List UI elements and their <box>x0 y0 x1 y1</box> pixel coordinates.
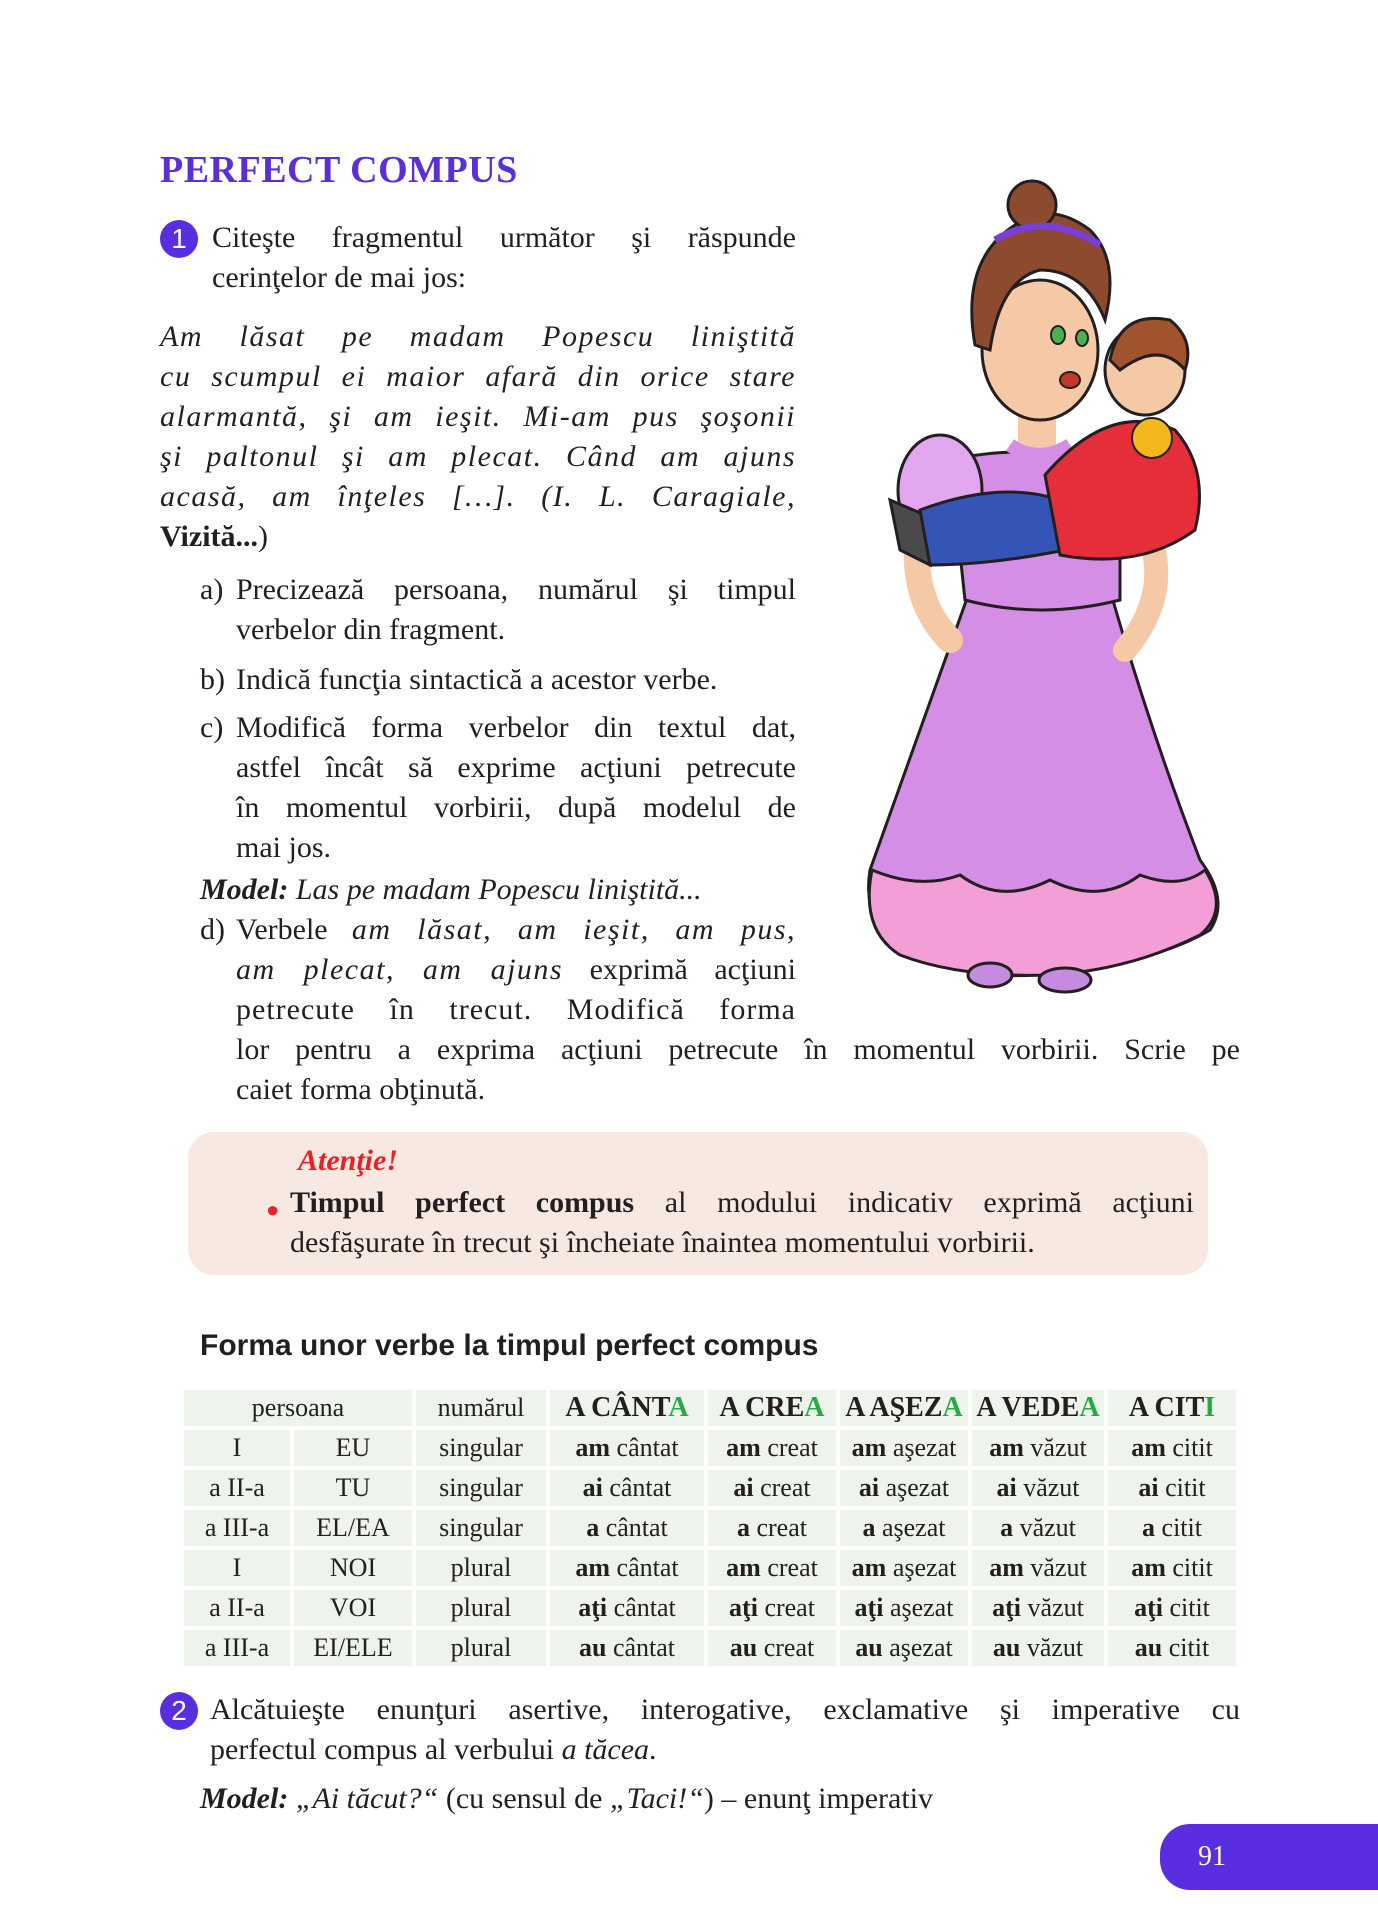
verb-ending: A <box>942 1392 963 1423</box>
participle: creat <box>767 1433 818 1462</box>
attention-line <box>290 1183 1194 1223</box>
verb-ending: I <box>1204 1392 1216 1423</box>
exercise-2-prompt-line1: Alcătuieşte enunţuri asertive, interogative, exclamative şi imperative cu <box>210 1693 1240 1726</box>
cell-person: a III-a <box>184 1510 290 1546</box>
bullet-icon: ● <box>266 1197 280 1222</box>
model-text: Las pe madam Popescu liniştită... <box>295 873 702 906</box>
cell-form <box>708 1510 836 1546</box>
model-text: (cu sensul de <box>445 1782 603 1815</box>
item-d-text-part: exprimă acţiuni <box>589 953 796 986</box>
cell-person: I <box>184 1430 290 1466</box>
aux: am <box>726 1553 761 1582</box>
aux: a <box>1142 1513 1156 1542</box>
page-title: PERFECT COMPUS <box>160 149 518 191</box>
item-a-line: Precizează persoana, numărul şi timpul <box>236 573 796 606</box>
header-person: persoana <box>184 1390 412 1426</box>
cell-pronoun: VOI <box>294 1590 412 1626</box>
participle: văzut <box>1019 1513 1076 1542</box>
aux: am <box>851 1553 887 1582</box>
participle: aşezat <box>892 1433 957 1462</box>
exercise-2-prompt-line2 <box>210 1730 657 1770</box>
verb-stem: A CRE <box>719 1392 805 1423</box>
aux: au <box>855 1633 883 1662</box>
cell-form <box>708 1630 836 1666</box>
cell-form <box>550 1550 704 1586</box>
cell-form <box>1108 1510 1236 1546</box>
attention-title: Atenţie! <box>298 1144 399 1177</box>
item-d-verbs: am lăsat, am ieşit, am pus, <box>351 913 797 946</box>
participle: văzut <box>1027 1593 1084 1622</box>
cell-pronoun: EI/ELE <box>294 1630 412 1666</box>
item-c-line: în momentul vorbirii, după modelul de <box>236 791 796 824</box>
woman-eye <box>1076 330 1088 346</box>
item-d-verbs: am plecat, am ajuns <box>236 953 564 986</box>
aux: ai <box>1138 1473 1159 1502</box>
item-c-text <box>236 708 796 868</box>
aux: aţi <box>729 1593 758 1622</box>
cell-form <box>1108 1590 1236 1626</box>
table-row <box>184 1630 1236 1666</box>
verb-stem: A VEDE <box>976 1392 1080 1423</box>
cell-form <box>550 1590 704 1626</box>
table-row <box>184 1550 1236 1586</box>
cell-number: plural <box>416 1590 546 1626</box>
participle: citit <box>1169 1593 1210 1622</box>
man-trousers <box>920 492 1065 565</box>
exercise-1-prompt-line2: cerinţelor de mai jos: <box>212 261 467 294</box>
aux: ai <box>858 1473 880 1502</box>
header-verb-vedea <box>972 1390 1104 1426</box>
man-epaulette <box>1132 418 1172 458</box>
participle: cântat <box>616 1553 679 1582</box>
aux: ai <box>582 1473 603 1502</box>
item-b-label: b) <box>200 663 225 696</box>
model-quote: „Ai tăcut?“ <box>295 1782 439 1815</box>
participle: cântat <box>613 1593 676 1622</box>
item-a-label: a) <box>200 573 224 606</box>
aux: aţi <box>1134 1593 1163 1622</box>
cell-form <box>840 1590 968 1626</box>
participle: cântat <box>612 1633 676 1662</box>
aux: au <box>992 1633 1021 1662</box>
aux: aţi <box>854 1593 884 1622</box>
cell-form <box>708 1550 836 1586</box>
header-number: numărul <box>416 1390 546 1426</box>
cell-form <box>840 1550 968 1586</box>
exercise-2-model <box>200 1779 933 1819</box>
aux: am <box>726 1433 761 1462</box>
cell-form <box>972 1550 1104 1586</box>
item-d-label: d) <box>200 913 225 946</box>
aux: am <box>575 1433 611 1462</box>
exercise-1-number: 1 <box>160 220 198 258</box>
participle: cântat <box>616 1433 679 1462</box>
item-d-line <box>236 910 796 950</box>
quote-line: alarmantă, şi am ieşit. Mi-am pus şoşonii <box>160 400 796 433</box>
cell-form <box>550 1630 704 1666</box>
participle: citit <box>1172 1553 1213 1582</box>
participle: aşezat <box>881 1513 946 1542</box>
table-header-row <box>184 1390 1236 1426</box>
aux: a <box>586 1513 600 1542</box>
exercise-1-prompt-line1: Citeşte fragmentul următor şi răspunde <box>212 221 796 254</box>
participle: văzut <box>1030 1433 1087 1462</box>
cell-number: singular <box>416 1470 546 1506</box>
participle: citit <box>1161 1513 1202 1542</box>
aux: au <box>729 1633 758 1662</box>
cell-person: I <box>184 1550 290 1586</box>
quote-line: cu scumpul ei maior afară din orice stare <box>160 360 796 393</box>
cell-number: singular <box>416 1510 546 1546</box>
quote-fragment <box>160 317 796 557</box>
page-number: 91 <box>1160 1824 1378 1890</box>
item-c-line: mai jos. <box>236 831 331 864</box>
cell-form <box>1108 1470 1236 1506</box>
attention-text <box>290 1183 1194 1263</box>
cell-person: a II-a <box>184 1470 290 1506</box>
verb-ending: A <box>804 1392 825 1423</box>
dress-hem-ruffle <box>869 870 1216 975</box>
aux: aţi <box>578 1593 608 1622</box>
participle: văzut <box>1023 1473 1080 1502</box>
participle: citit <box>1168 1633 1210 1662</box>
exercise-2-text-part: . <box>649 1733 657 1766</box>
cell-person: a III-a <box>184 1630 290 1666</box>
model-label: Model: <box>200 1782 289 1815</box>
cell-person: a II-a <box>184 1590 290 1626</box>
aux: aţi <box>992 1593 1022 1622</box>
item-a-text <box>236 570 796 650</box>
participle: creat <box>756 1513 807 1542</box>
participle: creat <box>767 1553 818 1582</box>
header-verb-aseza <box>840 1390 968 1426</box>
aux: a <box>1000 1513 1014 1542</box>
participle: aşezat <box>885 1473 950 1502</box>
participle: văzut <box>1026 1633 1084 1662</box>
cell-number: plural <box>416 1630 546 1666</box>
exercise-2-text-part: perfectul compus al verbului <box>210 1733 555 1766</box>
hair-bun <box>1008 181 1056 229</box>
attention-text-part: al modului indicativ exprimă acţiuni <box>664 1186 1194 1219</box>
aux: am <box>989 1433 1024 1462</box>
aux: au <box>1134 1633 1163 1662</box>
cell-form <box>840 1510 968 1546</box>
item-d-line <box>236 950 796 990</box>
illustration-woman-carrying-man <box>800 170 1290 1000</box>
cell-number: plural <box>416 1550 546 1586</box>
attention-line: desfăşurate în trecut şi încheiate înaintea momentului vorbirii. <box>290 1226 1035 1259</box>
table-row <box>184 1590 1236 1626</box>
cell-form <box>1108 1430 1236 1466</box>
item-b-text: Indică funcţia sintactică a acestor verbe. <box>236 663 718 696</box>
cell-form <box>550 1430 704 1466</box>
aux: am <box>989 1553 1024 1582</box>
quote-line <box>160 477 796 517</box>
aux: ai <box>996 1473 1017 1502</box>
model-label: Model: <box>200 873 289 906</box>
participle: creat <box>763 1633 815 1662</box>
cell-form <box>972 1510 1104 1546</box>
cell-form <box>708 1430 836 1466</box>
cell-form <box>972 1630 1104 1666</box>
attention-bold-term: Timpul perfect compus <box>290 1186 635 1219</box>
header-verb-canta <box>550 1390 704 1426</box>
item-c-label: c) <box>200 711 224 744</box>
exercise-2-verb: a tăcea <box>561 1733 650 1766</box>
cell-pronoun: EU <box>294 1430 412 1466</box>
aux: am <box>575 1553 611 1582</box>
model-line <box>200 870 702 910</box>
cell-form <box>1108 1630 1236 1666</box>
quote-source-close: ) <box>258 520 269 553</box>
cell-form <box>1108 1550 1236 1586</box>
item-d-text <box>236 910 796 1030</box>
item-c-line: Modifică forma verbelor din textul dat, <box>236 711 796 744</box>
participle: aşezat <box>889 1633 953 1662</box>
cell-form <box>550 1470 704 1506</box>
cell-pronoun: TU <box>294 1470 412 1506</box>
aux: au <box>578 1633 607 1662</box>
table-row <box>184 1510 1236 1546</box>
item-c-line: astfel încât să exprime acţiuni petrecute <box>236 751 796 784</box>
cell-number: singular <box>416 1430 546 1466</box>
item-d-text-part: Verbele <box>236 913 328 946</box>
aux: am <box>1131 1433 1166 1462</box>
item-d-line: lor pentru a exprima acţiuni petrecute în momentul vorbirii. Scrie pe <box>236 1033 1240 1066</box>
cell-form <box>972 1470 1104 1506</box>
quote-last-line: acasă, am înţeles […]. (I. L. Caragiale, <box>160 480 796 513</box>
cell-form <box>550 1510 704 1546</box>
participle: văzut <box>1030 1553 1087 1582</box>
table-row <box>184 1430 1236 1466</box>
verb-stem: A AŞEZ <box>845 1392 943 1423</box>
table-row <box>184 1470 1236 1506</box>
cell-form <box>840 1430 968 1466</box>
participle: creat <box>764 1593 815 1622</box>
quote-source-title: Vizită... <box>160 520 259 553</box>
header-verb-citi <box>1108 1390 1236 1426</box>
aux: am <box>851 1433 887 1462</box>
cell-form <box>840 1470 968 1506</box>
woman-eye <box>1051 326 1065 344</box>
header-verb-crea <box>708 1390 836 1426</box>
aux: ai <box>733 1473 754 1502</box>
cell-form <box>972 1590 1104 1626</box>
cell-pronoun: EL/EA <box>294 1510 412 1546</box>
item-d-line: caiet forma obţinută. <box>236 1073 486 1106</box>
exercise-2-number: 2 <box>160 1692 198 1730</box>
conjugation-table <box>180 1386 1240 1670</box>
verb-ending: A <box>668 1392 689 1423</box>
aux: a <box>736 1513 750 1542</box>
shoe-left <box>968 963 1012 987</box>
aux: a <box>862 1513 876 1542</box>
participle: creat <box>760 1473 811 1502</box>
quote-line: Am lăsat pe madam Popescu liniştită <box>160 320 796 353</box>
cell-form <box>972 1430 1104 1466</box>
cell-form <box>708 1590 836 1626</box>
model-quote: „Taci!“ <box>609 1782 704 1815</box>
quote-source <box>160 517 796 557</box>
verb-stem: A CIT <box>1128 1392 1205 1423</box>
cell-pronoun: NOI <box>294 1550 412 1586</box>
participle: citit <box>1172 1433 1213 1462</box>
aux: am <box>1131 1553 1166 1582</box>
participle: aşezat <box>889 1593 954 1622</box>
item-a-line: verbelor din fragment. <box>236 613 506 646</box>
participle: cântat <box>609 1473 672 1502</box>
cell-form <box>708 1470 836 1506</box>
participle: aşezat <box>892 1553 957 1582</box>
verb-ending: A <box>1079 1392 1100 1423</box>
woman-mouth <box>1060 372 1080 388</box>
participle: cântat <box>605 1513 668 1542</box>
cell-form <box>840 1630 968 1666</box>
item-d-line: petrecute în trecut. Modifică forma <box>236 993 796 1026</box>
model-text: ) – enunţ imperativ <box>703 1782 934 1815</box>
participle: citit <box>1165 1473 1206 1502</box>
shoe-right <box>1039 968 1091 992</box>
table-caption: Forma unor verbe la timpul perfect compus <box>200 1329 819 1362</box>
man-red-jacket <box>1045 421 1200 559</box>
quote-line: şi paltonul şi am plecat. Când am ajuns <box>160 440 796 473</box>
verb-stem: A CÂNT <box>565 1392 669 1423</box>
